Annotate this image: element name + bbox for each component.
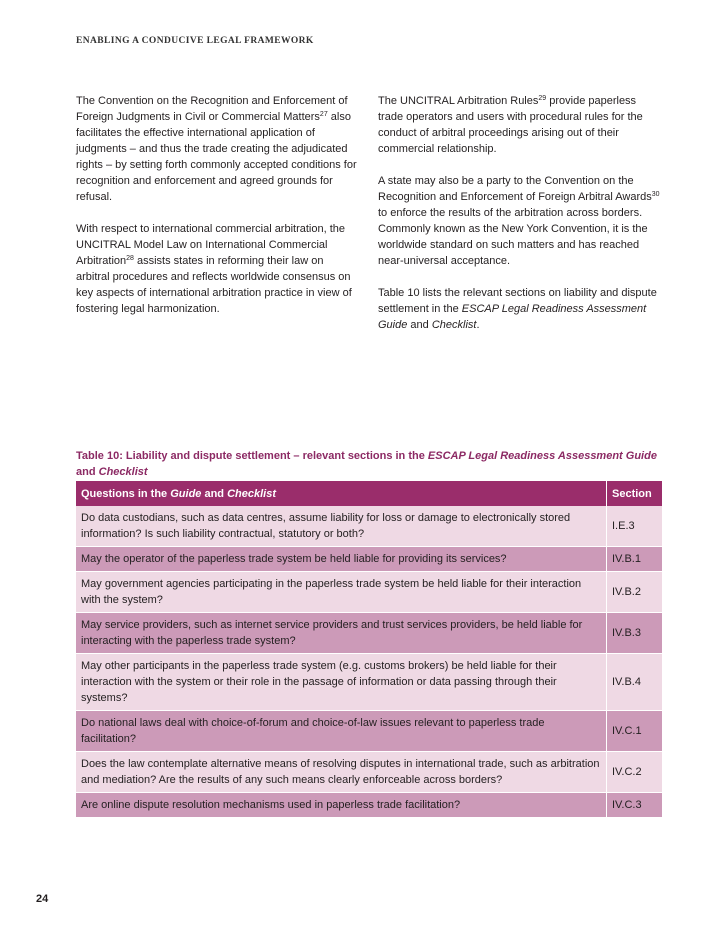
- question-cell: May other participants in the paperless trade system (e.g. customs brokers) be held liable for their interaction with the system or their role in the passage of information or data passing through their systems?: [76, 654, 607, 711]
- question-cell: Do national laws deal with choice-of-forum and choice-of-law issues relevant to paperless trade facilitation?: [76, 711, 607, 752]
- footnote-ref-29[interactable]: 29: [538, 95, 547, 102]
- page-number: 24: [36, 893, 49, 905]
- right-paragraph-3: Table 10 lists the relevant sections on liability and dispute settlement in the ESCAP Legal Readiness Assessment Guide and Checklist.: [378, 287, 657, 331]
- table-caption: Table 10: Liability and dispute settlement – relevant sections in the ESCAP Legal Readiness Assessment Guide and Checklist: [76, 450, 657, 478]
- left-paragraph-2: With respect to international commercial arbitration, the UNCITRAL Model Law on International Commercial Arbitration$^{28}$ assists states in reforming their law on arbitral procedures and reflects worldwide consensus on key aspects of international arbitration practice in view of fostering legal harmonization.: [76, 223, 352, 315]
- question-cell: Do data custodians, such as data centres, assume liability for loss or damage to electronically stored information? Is such liability contractual, statutory or both?: [76, 506, 607, 547]
- liability-table: [76, 481, 662, 818]
- left-column: [76, 93, 358, 333]
- table-row: [76, 547, 662, 572]
- footnote-ref-30[interactable]: 30: [651, 191, 660, 198]
- section-cell: IV.B.3: [607, 613, 663, 654]
- table-header-row: [76, 481, 662, 506]
- section-cell: IV.C.3: [607, 793, 663, 818]
- section-cell: I.E.3: [607, 506, 663, 547]
- left-paragraph-1: The Convention on the Recognition and Enforcement of Foreign Judgments in Civil or Commercial Matters$^{27}$ also facilitates the effective international application of judgments – and thus the trade creating the adjudicated rights – by setting forth commonly accepted conditions for recognition and enforcement and agreed grounds for refusal.: [76, 95, 357, 203]
- table-row: [76, 711, 662, 752]
- table-row: [76, 613, 662, 654]
- question-cell: May government agencies participating in the paperless trade system be held liable for their interaction with the system?: [76, 572, 607, 613]
- right-paragraph-1: The UNCITRAL Arbitration Rules$^{29}$ provide paperless trade operators and users with procedural rules for the conduct of arbitral proceedings arising out of their commercial relationship.: [378, 95, 643, 155]
- header-questions: Questions in the Guide and Checklist: [76, 481, 607, 506]
- table-row: [76, 506, 662, 547]
- table-row: [76, 572, 662, 613]
- table-row: [76, 752, 662, 793]
- section-cell: IV.B.4: [607, 654, 663, 711]
- header-section: Section: [607, 481, 663, 506]
- footnote-ref-27[interactable]: 27: [319, 111, 328, 118]
- section-cell: IV.B.1: [607, 547, 663, 572]
- question-cell: Does the law contemplate alternative means of resolving disputes in international trade, such as arbitration and mediation? Are the results of any such means clearly enforceable across borders?: [76, 752, 607, 793]
- footnote-ref-28[interactable]: 28: [126, 255, 134, 262]
- section-cell: IV.B.2: [607, 572, 663, 613]
- question-cell: May service providers, such as internet service providers and trust services providers, be held liable for interacting with the paperless trade system?: [76, 613, 607, 654]
- running-head: ENABLING A CONDUCIVE LEGAL FRAMEWORK: [76, 36, 314, 46]
- question-cell: May the operator of the paperless trade system be held liable for providing its services?: [76, 547, 607, 572]
- table-row: [76, 654, 662, 711]
- section-cell: IV.C.2: [607, 752, 663, 793]
- right-paragraph-2: A state may also be a party to the Convention on the Recognition and Enforcement of Foreign Arbitral Awards$^{30}$ to enforce the results of the arbitration across borders. Commonly known as the New York Convention, it is the worldwide standard on such matters and has reached near-universal acceptance.: [378, 175, 660, 267]
- question-cell: Are online dispute resolution mechanisms used in paperless trade facilitation?: [76, 793, 607, 818]
- right-column: [378, 93, 660, 349]
- table-row: [76, 793, 662, 818]
- section-cell: IV.C.1: [607, 711, 663, 752]
